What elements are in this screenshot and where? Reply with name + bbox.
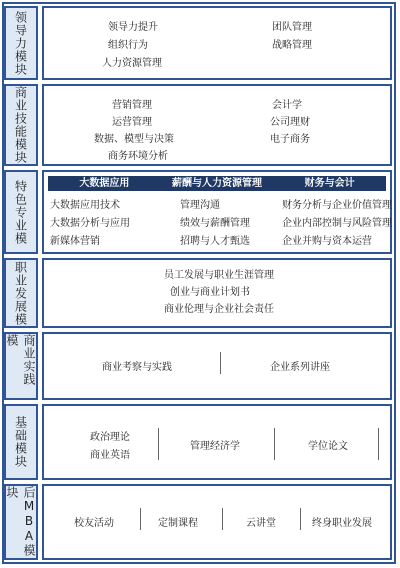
course-item: 数据、模型与决策 xyxy=(94,134,174,145)
module-leadership xyxy=(4,6,392,80)
divider xyxy=(378,428,379,460)
module-foundation xyxy=(4,404,392,480)
module-content xyxy=(42,258,392,328)
divider xyxy=(140,508,141,530)
course-item: 战略管理 xyxy=(272,40,312,51)
course-item: 定制课程 xyxy=(158,518,198,529)
course-item: 财务分析与企业价值管理 xyxy=(282,200,392,211)
course-item: 电子商务 xyxy=(270,134,310,145)
module-content xyxy=(42,404,392,480)
divider xyxy=(274,428,275,460)
module-business-skills xyxy=(4,84,392,166)
module-career xyxy=(4,258,392,328)
course-item: 绩效与薪酬管理 xyxy=(180,218,250,229)
course-item: 运营管理 xyxy=(112,117,152,128)
course-item: 大数据分析与应用 xyxy=(50,218,130,229)
course-item: 招聘与人才甄选 xyxy=(180,236,250,247)
divider xyxy=(158,428,159,460)
course-item: 商业伦理与企业社会责任 xyxy=(164,304,274,315)
module-specialty xyxy=(4,170,392,254)
course-item: 企业系列讲座 xyxy=(270,362,330,373)
course-item: 会计学 xyxy=(272,100,302,111)
module-post-mba xyxy=(4,484,392,560)
divider xyxy=(300,508,301,530)
course-item: 组织行为 xyxy=(108,40,148,51)
course-item: 商业英语 xyxy=(90,450,130,461)
course-item: 领导力提升 xyxy=(108,22,158,33)
module-label: 商业实践模 xyxy=(4,332,38,400)
course-item: 云讲堂 xyxy=(246,518,276,529)
course-item: 企业内部控制与风险管理 xyxy=(282,218,392,229)
module-practice xyxy=(4,332,392,400)
module-content xyxy=(42,332,392,400)
module-content xyxy=(42,484,392,560)
module-label: 基础模块 xyxy=(4,404,38,480)
course-item: 员工发展与职业生涯管理 xyxy=(164,270,274,281)
course-item: 新媒体营销 xyxy=(50,236,100,247)
module-label: 商业技能模块 xyxy=(4,84,38,166)
divider xyxy=(222,508,223,530)
module-content xyxy=(42,6,392,80)
specialty-header-band xyxy=(48,176,386,191)
course-item: 商业考察与实践 xyxy=(102,362,172,373)
specialty-header: 财务与会计 xyxy=(304,178,355,189)
course-item: 公司理财 xyxy=(270,117,310,128)
course-item: 终身职业发展 xyxy=(312,518,372,529)
course-item: 营销管理 xyxy=(112,100,152,111)
module-content xyxy=(42,84,392,166)
course-item: 团队管理 xyxy=(272,22,312,33)
module-label: 领导力模块 xyxy=(4,6,38,80)
divider xyxy=(220,352,221,374)
course-item: 大数据应用技术 xyxy=(50,200,120,211)
course-item: 政治理论 xyxy=(90,432,130,443)
course-item: 企业并购与资本运营 xyxy=(282,236,372,247)
module-label: 特色专业模 xyxy=(4,170,38,254)
module-label: 职业发展模 xyxy=(4,258,38,328)
course-item: 商务环境分析 xyxy=(108,151,168,162)
course-item: 创业与商业计划书 xyxy=(170,287,250,298)
course-item: 校友活动 xyxy=(74,518,114,529)
course-item: 人力资源管理 xyxy=(102,58,162,69)
module-content xyxy=(42,170,392,254)
specialty-header: 薪酬与人力资源管理 xyxy=(172,178,262,189)
course-item: 管理沟通 xyxy=(180,200,220,211)
specialty-header: 大数据应用 xyxy=(79,178,130,189)
course-item: 学位论文 xyxy=(308,441,348,452)
course-item: 管理经济学 xyxy=(190,441,240,452)
module-label: 后MBA模块 xyxy=(4,484,38,560)
